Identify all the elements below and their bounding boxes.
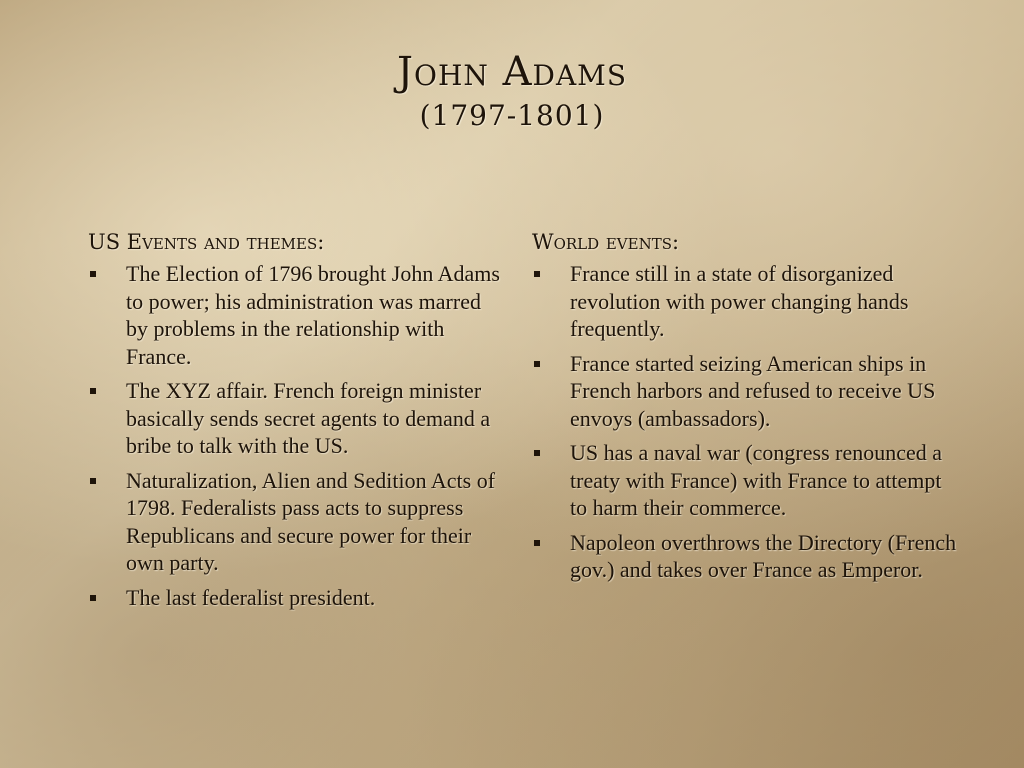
slide-title (0, 48, 1024, 134)
list-item (88, 377, 503, 460)
list-item-text: Napoleon overthrows the Directory (French gov.) and takes over France as Emperor. (570, 529, 957, 582)
list-item-text: US has a naval war (congress renounced a treaty with France) with France to attempt to harm their commerce. (570, 440, 943, 520)
list-item-text: The last federalist president. (126, 584, 376, 610)
list-item-text: The Election of 1796 brought John Adams to power; his administration was marred by problems in the relationship with France. (126, 261, 500, 369)
list-item-text: France still in a state of disorganized revolution with power changing hands frequently. (570, 261, 909, 341)
us-events-heading: US Events and themes: (88, 230, 325, 254)
list-item (532, 350, 964, 433)
square-bullet-icon (90, 478, 96, 484)
square-bullet-icon (90, 271, 96, 277)
list-item-text: Naturalization, Alien and Sedition Acts of 1798. Federalists pass acts to suppress Republicans and secure power for their own party. (126, 467, 496, 575)
title-years: (1797-1801) (419, 99, 605, 132)
list-item-text: France started seizing American ships in French harbors and refused to receive US envoys (ambassadors). (570, 350, 936, 431)
list-item (88, 467, 503, 577)
us-events-list (88, 260, 503, 611)
list-item (532, 439, 964, 522)
page-title: John Adams (396, 49, 628, 95)
world-events-list (532, 260, 964, 584)
square-bullet-icon (534, 450, 540, 456)
world-events-column (532, 228, 964, 591)
list-item (532, 260, 964, 343)
list-item (532, 529, 964, 584)
square-bullet-icon (534, 540, 540, 546)
us-events-column (88, 228, 503, 618)
square-bullet-icon (534, 271, 540, 277)
square-bullet-icon (90, 595, 96, 601)
square-bullet-icon (534, 361, 540, 367)
list-item (88, 584, 503, 612)
list-item (88, 260, 503, 370)
world-events-heading: World events: (532, 230, 680, 254)
list-item-text: The XYZ affair. French foreign minister basically sends secret agents to demand a bribe to talk with the US. (126, 378, 491, 458)
square-bullet-icon (90, 388, 96, 394)
